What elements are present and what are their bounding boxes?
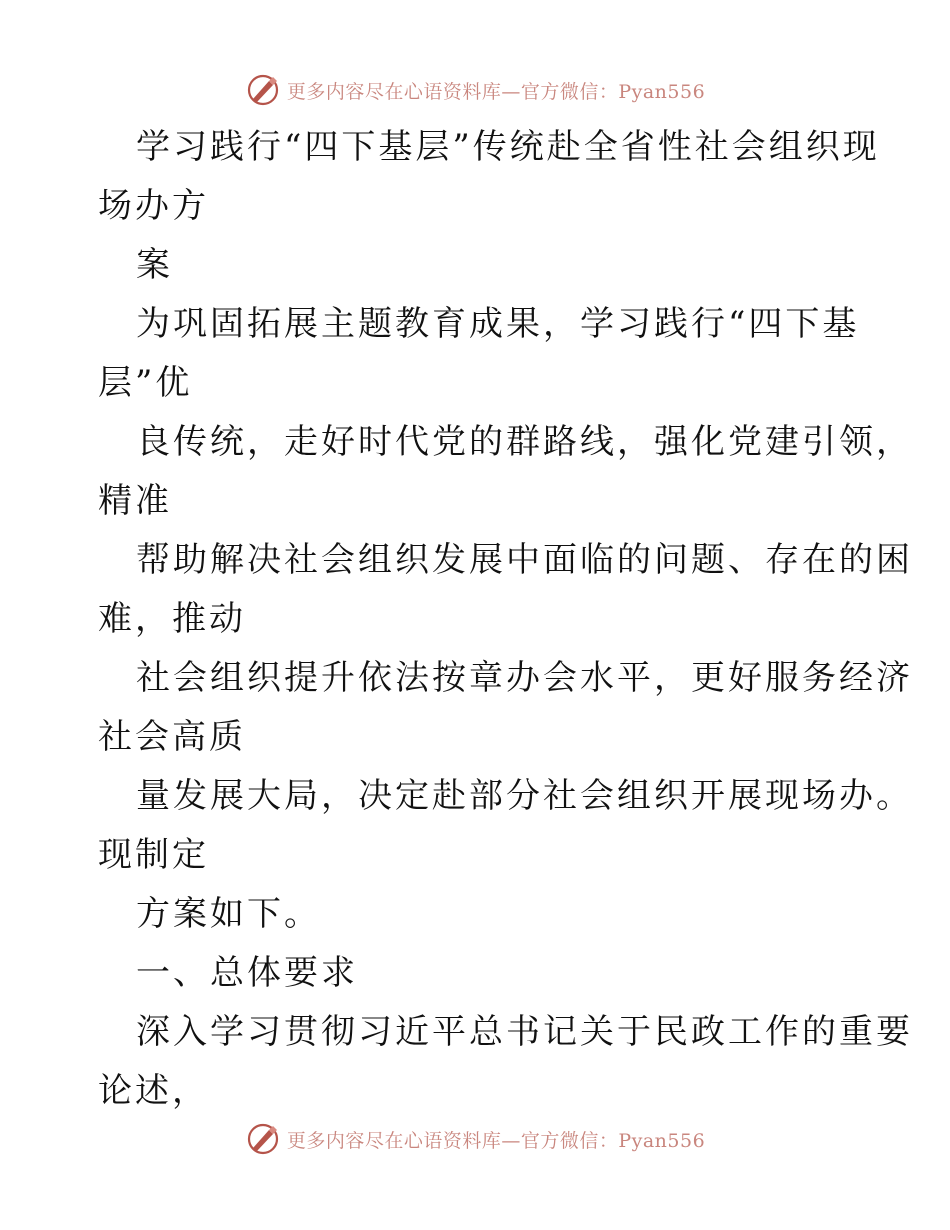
text-line: 方案如下。 bbox=[136, 894, 321, 934]
header-watermark bbox=[0, 70, 950, 110]
text-line: 社会高质 bbox=[98, 717, 246, 757]
watermark-text: 更多内容尽在心语资料库—官方微信：Pyan556 bbox=[286, 80, 706, 103]
text-line: 帮助解决社会组织发展中面临的问题、存在的困 bbox=[136, 540, 913, 580]
pen-logo-icon bbox=[245, 1121, 281, 1157]
document-body bbox=[98, 118, 913, 1121]
text-line: 案 bbox=[136, 245, 173, 285]
pen-logo-icon bbox=[245, 72, 281, 108]
text-line: 现制定 bbox=[98, 835, 209, 875]
section-heading: 一、总体要求 bbox=[136, 953, 358, 993]
text-line: 场办方 bbox=[98, 186, 209, 226]
text-line: 量发展大局，决定赴部分社会组织开展现场办。 bbox=[136, 776, 913, 816]
text-line: 难，推动 bbox=[98, 599, 246, 639]
text-line: 为巩固拓展主题教育成果，学习践行“四下基 bbox=[136, 304, 860, 344]
text-line: 良传统，走好时代党的群路线，强化党建引领， bbox=[136, 422, 913, 462]
text-line: 深入学习贯彻习近平总书记关于民政工作的重要 bbox=[136, 1012, 913, 1052]
footer-watermark bbox=[0, 1119, 950, 1159]
text-line: 精准 bbox=[98, 481, 172, 521]
watermark-text: 更多内容尽在心语资料库—官方微信：Pyan556 bbox=[286, 1129, 706, 1152]
text-line: 社会组织提升依法按章办会水平，更好服务经济 bbox=[136, 658, 913, 698]
text-line: 层”优 bbox=[98, 363, 193, 403]
text-line: 论述， bbox=[98, 1071, 209, 1111]
text-line: 学习践行“四下基层”传统赴全省性社会组织现 bbox=[136, 127, 880, 167]
